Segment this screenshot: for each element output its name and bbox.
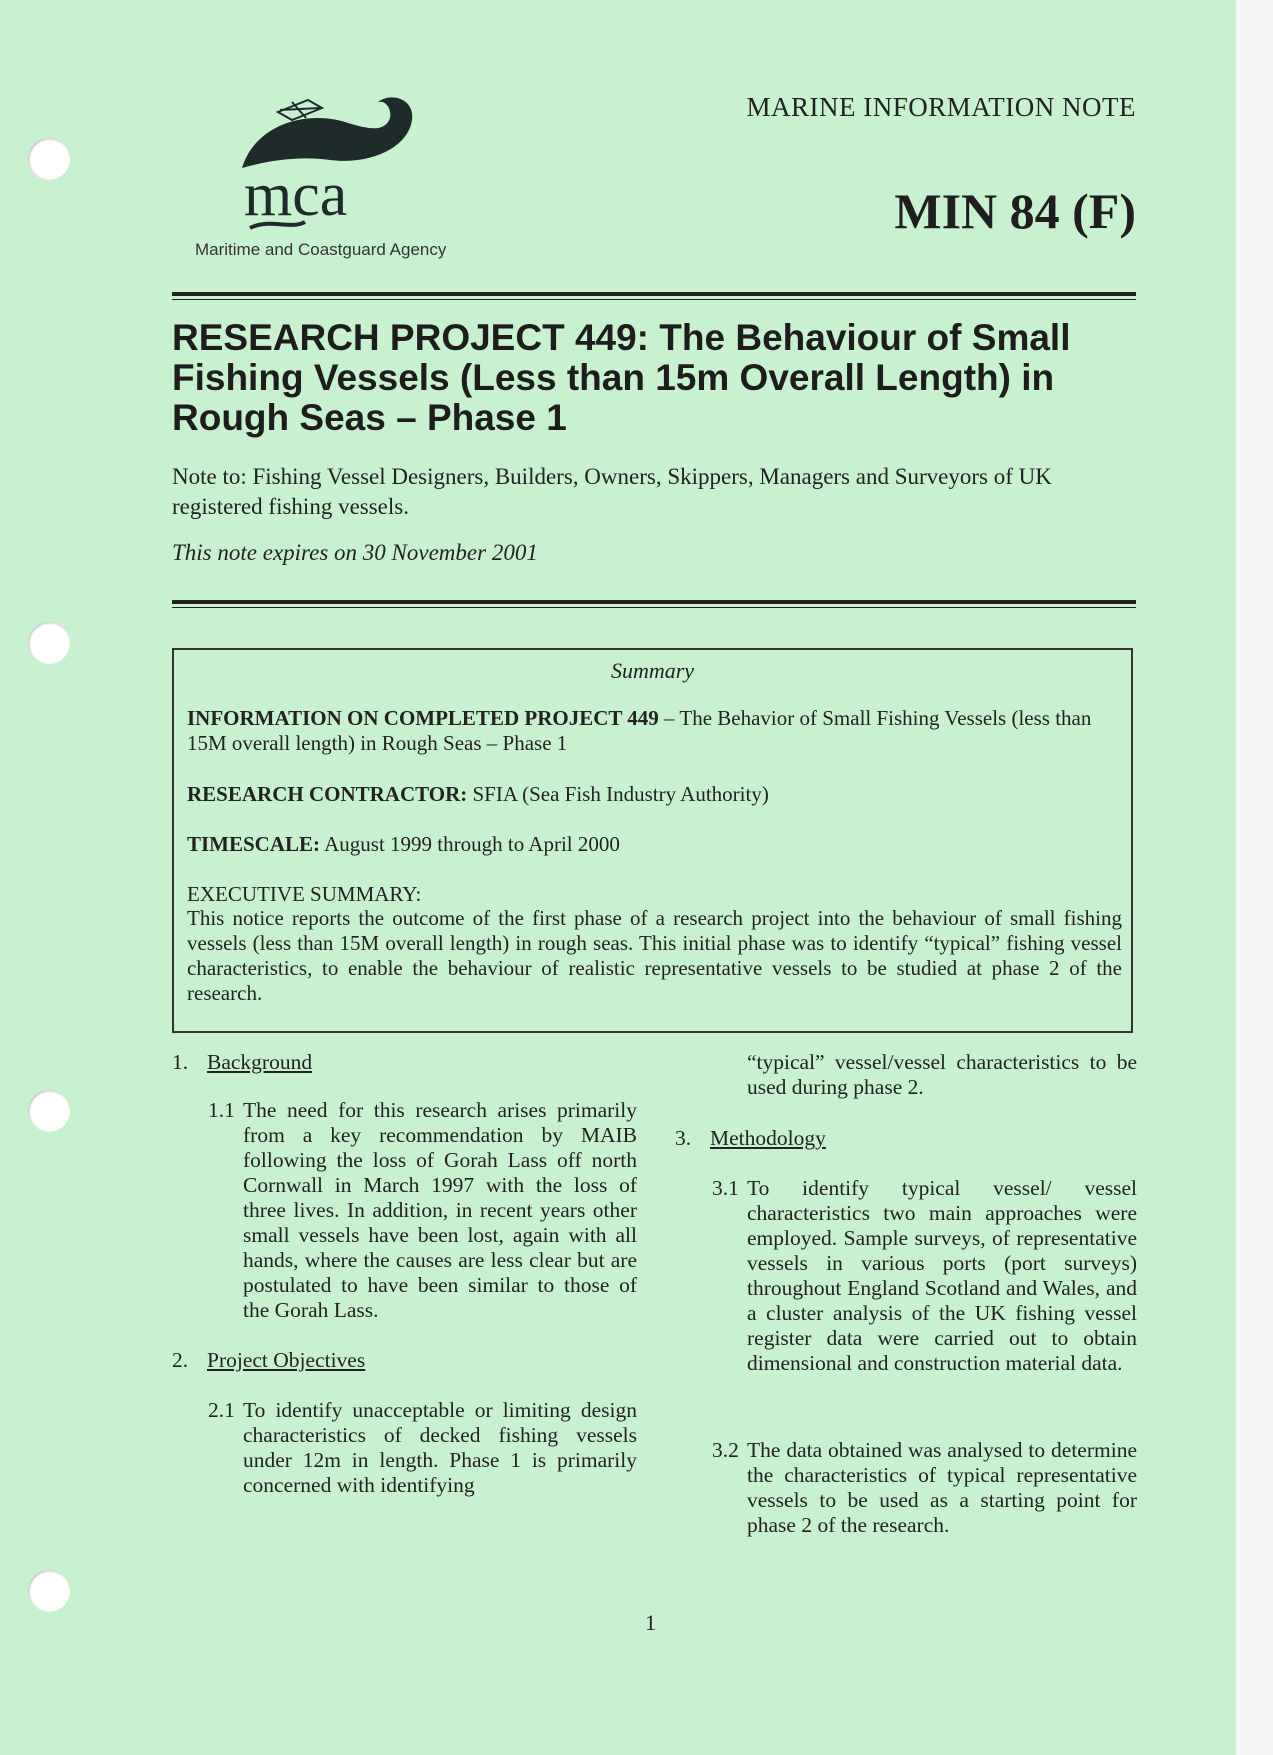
section-objectives-heading: 2. Project Objectives: [172, 1348, 366, 1372]
paragraph-1-1: 1.1 The need for this research arises primarily from a key recommendation by MAIB following the loss of Gorah Lass off north Cornwall in March 1997 with the loss of three lives. In addition, in recent years other small vessels have been lost, again with all hands, where the causes are less clear but are postulated to have been similar to those of the Gorah Lass.: [208, 1098, 637, 1322]
scan-margin: [1236, 0, 1273, 1755]
timescale-text: August 1999 through to April 2000: [320, 832, 620, 856]
paragraph-2-1-continued: “typical” vessel/vessel characteristics to be used during phase 2.: [747, 1050, 1137, 1099]
punch-hole: [28, 622, 70, 664]
punch-hole: [28, 1570, 70, 1612]
section-background-heading: 1. Background: [172, 1050, 313, 1074]
page-title: RESEARCH PROJECT 449: The Behaviour of Small Fishing Vessels (Less than 15m Overall Length) in Rough Seas – Phase 1: [172, 317, 1071, 438]
info-text: – The Behavior of Small Fishing Vessels (less than 15M overall length) in Rough Seas – Phase 1: [187, 706, 1092, 755]
info-label: INFORMATION ON COMPLETED PROJECT 449: [187, 706, 659, 730]
paragraph-3-2: 3.2 The data obtained was analysed to determine the characteristics of typical representative vessels to be used as a starting point for phase 2 of the research.: [712, 1438, 1137, 1537]
page-number: 1: [645, 1610, 656, 1635]
summary-timescale: [187, 832, 1122, 857]
right-column: [675, 1050, 1137, 1550]
summary-contractor: [187, 782, 1122, 807]
svg-text:mca: mca: [244, 161, 348, 229]
exec-summary-label: EXECUTIVE SUMMARY:: [187, 882, 422, 906]
agency-logo: [190, 90, 490, 265]
contractor-text: SFIA (Sea Fish Industry Authority): [467, 782, 769, 806]
exec-summary-text: This notice reports the outcome of the first phase of a research project into the behaviour of small fishing vessels (less than 15M overall length) in rough seas. This initial phase was to identify “typical” fishing vessel characteristics, to enable the behaviour of realistic representative vessels to be studied at phase 2 of the research.: [187, 906, 1122, 1005]
note-recipients: Note to: Fishing Vessel Designers, Builders, Owners, Skippers, Managers and Surveyors of UK registered fishing vessels.: [172, 464, 1052, 519]
punch-hole: [28, 1090, 70, 1132]
note-code: MIN 84 (F): [894, 183, 1136, 239]
punch-hole: [28, 138, 70, 180]
header-divider: [172, 292, 1136, 300]
title-divider: [172, 600, 1136, 608]
summary-box: [172, 648, 1133, 1033]
paragraph-2-1: 2.1 To identify unacceptable or limiting design characteristics of decked fishing vessels under 12m in length. Phase 1 is primarily concerned with identifying: [208, 1398, 637, 1497]
timescale-label: TIMESCALE:: [187, 832, 321, 856]
note-type: MARINE INFORMATION NOTE: [746, 92, 1136, 122]
left-column: [172, 1050, 637, 1510]
mca-pennant-logo-icon: [230, 90, 430, 240]
summary-info: [187, 706, 1122, 756]
expiry-notice: This note expires on 30 November 2001: [172, 540, 538, 565]
agency-name: Maritime and Coastguard Agency: [195, 240, 447, 259]
paragraph-3-1: 3.1 To identify typical vessel/ vessel characteristics two main approaches were employed. Sample surveys, of representative vessels in various ports (port surveys) throughout England Scotland and Wales, and a cluster analysis of the UK fishing vessel register data were carried out to obtain dimensional and construction material data.: [712, 1176, 1137, 1375]
section-methodology-heading: 3. Methodology: [675, 1126, 826, 1150]
summary-heading: Summary: [610, 658, 695, 683]
contractor-label: RESEARCH CONTRACTOR:: [187, 782, 468, 806]
